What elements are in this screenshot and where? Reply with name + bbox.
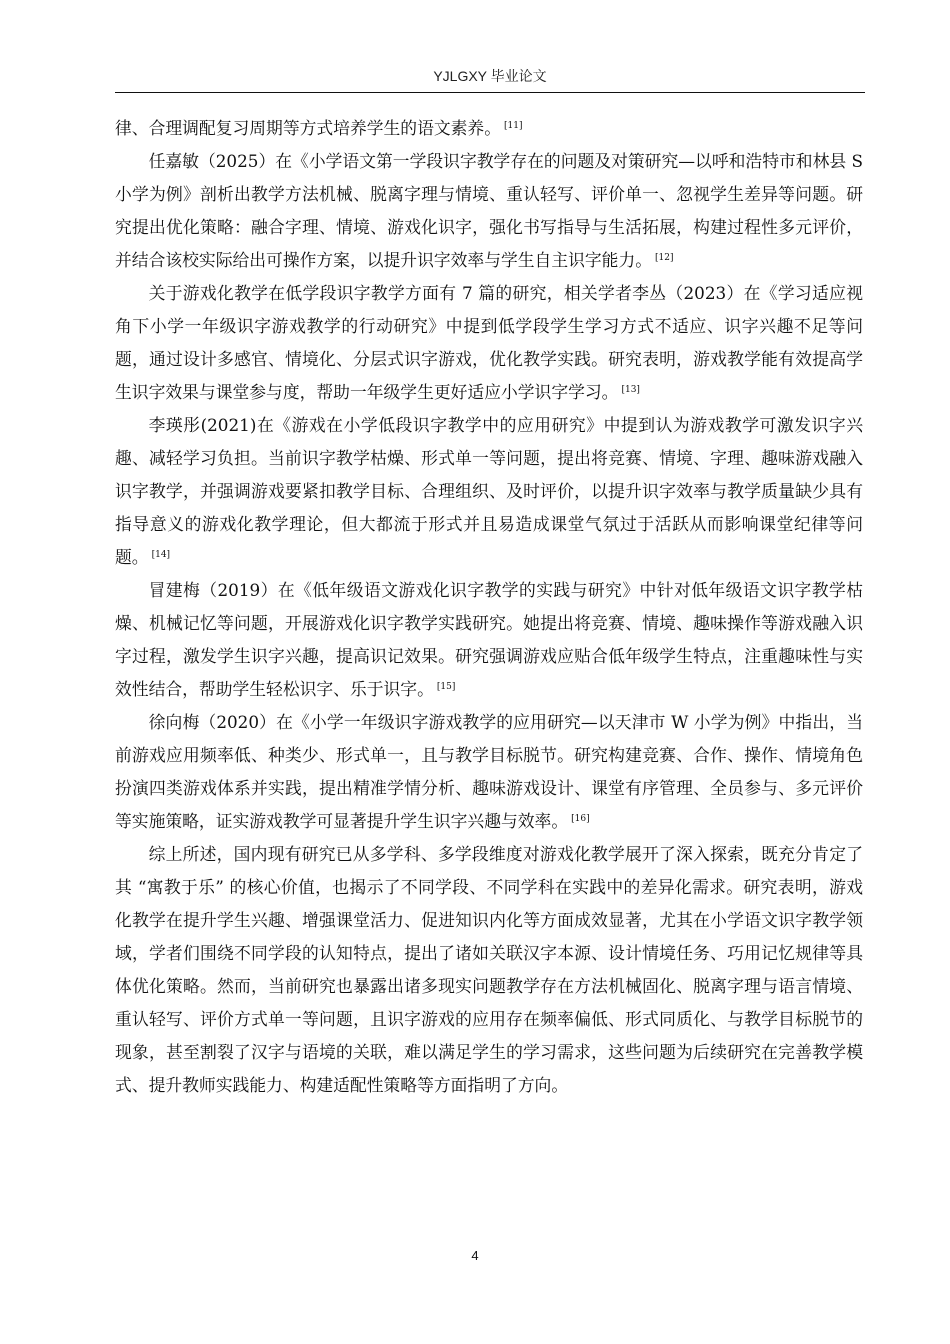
citation-ref: [13] [621,385,640,395]
citation-ref: [14] [151,550,171,560]
citation-ref: [15] [436,682,456,692]
paragraph [115,277,863,409]
body-text [115,112,863,1102]
header-rule [115,92,865,93]
citation-ref: [16] [571,814,590,824]
citation-ref: [12] [655,253,674,263]
paragraph-text: 李瑛彤(2021)在《游戏在小学低段识字教学中的应用研究》中提到认为游戏教学可激发识字兴趣、减轻学习负担。当前识字教学枯燥、形式单一等问题，提出将竞赛、情境、字理、趣味游戏融入识字教学，并强调游戏要紧扣教学目标、合理组织、及时评价，以提升识字效率与教学质量缺少具有指导意义的游戏化教学理论，但大都流于形式并且易造成课堂气氛过于活跃从而影响课堂纪律等问题。 [115,415,863,567]
paragraph-text: 冒建梅（2019）在《低年级语文游戏化识字教学的实践与研究》中针对低年级语文识字教学枯燥、机械记忆等问题，开展游戏化识字教学实践研究。她提出将竞赛、情境、趣味操作等游戏融入识字过程，激发学生识字兴趣，提高识记效果。研究强调游戏应贴合低年级学生特点，注重趣味性与实效性结合，帮助学生轻松识字、乐于识字。 [115,580,863,699]
paragraph-text: 任嘉敏（2025）在《小学语文第一学段识字教学存在的问题及对策研究—以呼和浩特市和林县 S 小学为例》剖析出教学方法机械、脱离字理与情境、重认轻写、评价单一、忽视学生差异等问题。研究提出优化策略：融合字理、情境、游戏化识字，强化书写指导与生活拓展，构建过程性多元评价，并结合该校实际给出可操作方案，以提升识字效率与学生自主识字能力。 [115,151,863,270]
paragraph [115,145,863,277]
page-number: 4 [471,1248,479,1263]
paragraph [115,409,863,574]
citation-ref: [11] [503,121,523,131]
paragraph [115,574,863,706]
page-header: YJLGXY 毕业论文 [433,68,547,84]
paragraph-text: 律、合理调配复习周期等方式培养学生的语文素养。 [115,118,501,138]
paragraph [115,706,863,838]
paragraph-text: 徐向梅（2020）在《小学一年级识字游戏教学的应用研究—以天津市 W 小学为例》中指出，当前游戏应用频率低、种类少、形式单一，且与教学目标脱节。研究构建竞赛、合作、操作、情境角色扮演四类游戏体系并实践，提出精准学情分析、趣味游戏设计、课堂有序管理、全员参与、多元评价等实施策略，证实游戏教学可显著提升学生识字兴趣与效率。 [115,712,863,831]
paragraph-text: 关于游戏化教学在低学段识字教学方面有 7 篇的研究，相关学者李丛（2023）在《学习适应视角下小学一年级识字游戏教学的行动研究》中提到低学段学生学习方式不适应、识字兴趣不足等问题，通过设计多感官、情境化、分层式识字游戏，优化教学实践。研究表明，游戏教学能有效提高学生识字效果与课堂参与度，帮助一年级学生更好适应小学识字学习。 [115,283,863,402]
paragraph-text: 综上所述，国内现有研究已从多学科、多学段维度对游戏化教学展开了深入探索，既充分肯定了其 “寓教于乐” 的核心价值，也揭示了不同学段、不同学科在实践中的差异化需求。研究表明，游戏化教学在提升学生兴趣、增强课堂活力、促进知识内化等方面成效显著，尤其在小学语文识字教学领域，学者们围绕不同学段的认知特点，提出了诸如关联汉字本源、设计情境任务、巧用记忆规律等具体优化策略。然而，当前研究也暴露出诸多现实问题教学存在方法机械固化、脱离字理与语言情境、重认轻写、评价方式单一等问题，且识字游戏的应用存在频率偏低、形式同质化、与教学目标脱节的现象，甚至割裂了汉字与语境的关联，难以满足学生的学习需求，这些问题为后续研究在完善教学模式、提升教师实践能力、构建适配性策略等方面指明了方向。 [115,844,863,1095]
paragraph-summary [115,838,863,1102]
paragraph-continuation [115,112,863,145]
